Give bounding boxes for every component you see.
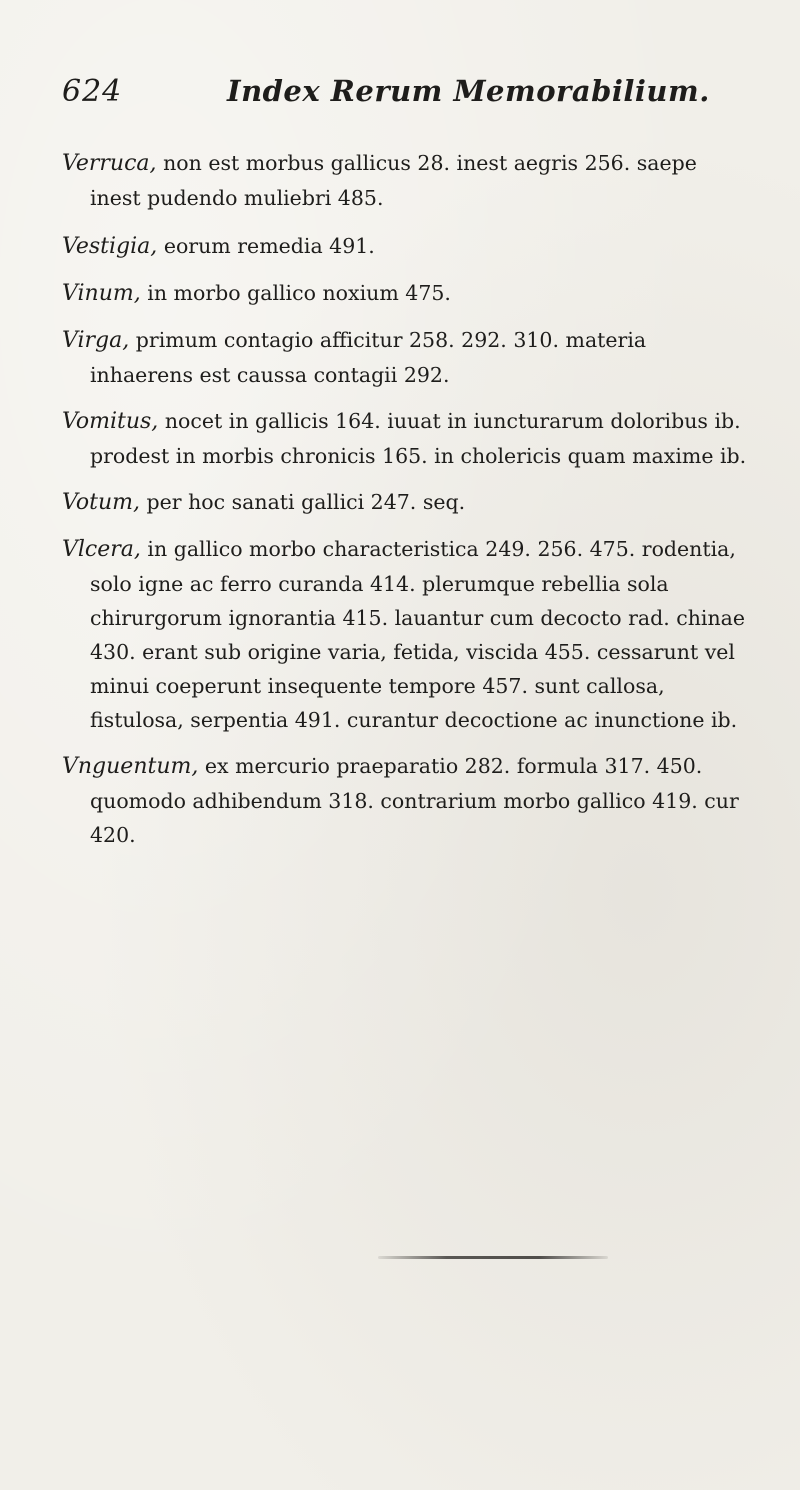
index-entry-votum bbox=[62, 485, 752, 520]
index-entries bbox=[62, 146, 752, 864]
headword: Vlcera, bbox=[62, 537, 141, 562]
index-entry-vlcera bbox=[62, 532, 752, 737]
page-number: 624 bbox=[62, 74, 123, 109]
entry-text: ex mercurio praeparatio 282. formula 317. 450. quomodo adhibendum 318. contrarium morbo gallico 419. cur 420. bbox=[90, 754, 739, 847]
tailpiece-rule bbox=[378, 1256, 608, 1259]
headword: Votum, bbox=[62, 490, 140, 515]
running-head: Index Rerum Memorabilium. bbox=[227, 74, 710, 108]
index-entry-vestigia bbox=[62, 229, 752, 264]
entry-text: nocet in gallicis 164. iuuat in iuncturarum doloribus ib. prodest in morbis chronicis 165. in cholericis quam maxime ib. bbox=[90, 409, 747, 468]
page-header bbox=[62, 74, 762, 124]
headword: Vnguentum, bbox=[62, 754, 199, 779]
index-entry-vinum bbox=[62, 276, 752, 311]
entry-text: eorum remedia 491. bbox=[163, 234, 375, 258]
entry-text: in morbo gallico noxium 475. bbox=[147, 281, 451, 305]
headword: Vestigia, bbox=[62, 234, 158, 259]
index-entry-vomitus bbox=[62, 404, 752, 473]
index-entry-verruca bbox=[62, 146, 752, 215]
entry-text: primum contagio afficitur 258. 292. 310. materia inhaerens est caussa contagii 292. bbox=[90, 328, 647, 387]
headword: Vomitus, bbox=[62, 409, 159, 434]
entry-text: in gallico morbo characteristica 249. 256. 475. rodentia, solo igne ac ferro curanda 414. plerumque rebellia sola chirurgorum ignorantia 415. lauantur cum decocto rad. chinae 430. erant sub origine varia, fetida, viscida 455. cessarunt vel minui coeperunt insequente tempore 457. sunt callosa, fistulosa, serpentia 491. curantur decoctione ac inunctione ib. bbox=[90, 537, 746, 732]
headword: Verruca, bbox=[62, 151, 157, 176]
headword: Virga, bbox=[62, 328, 130, 353]
headword: Vinum, bbox=[62, 281, 141, 306]
entry-text: per hoc sanati gallici 247. seq. bbox=[146, 490, 466, 514]
index-entry-virga bbox=[62, 323, 752, 392]
index-entry-vnguentum bbox=[62, 749, 752, 852]
entry-text: non est morbus gallicus 28. inest aegris 256. saepe inest pudendo muliebri 485. bbox=[90, 151, 697, 210]
